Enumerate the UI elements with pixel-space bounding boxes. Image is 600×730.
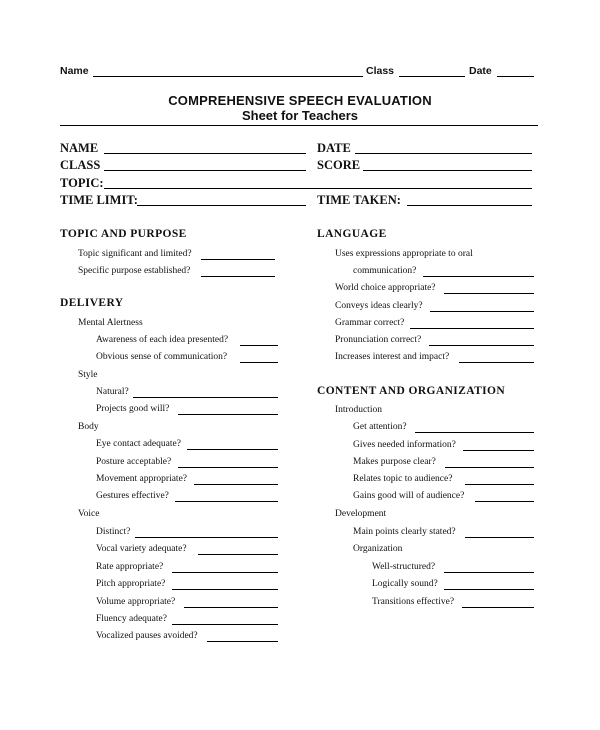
item-gestures: Gestures effective?: [96, 491, 169, 501]
item-specific-purpose-blank[interactable]: [201, 276, 275, 277]
item-vocal-variety-blank[interactable]: [198, 554, 278, 555]
item-vocalized-pauses: Vocalized pauses avoided?: [96, 631, 198, 641]
field-score-label: SCORE: [317, 158, 361, 172]
field-topic-label: TOPIC:: [60, 176, 104, 190]
subhead-organization: Organization: [353, 544, 403, 554]
item-sense-communication-blank[interactable]: [240, 362, 278, 363]
item-awareness: Awareness of each idea presented?: [96, 335, 229, 345]
item-get-attention: Get attention?: [353, 422, 407, 432]
item-purpose-clear-blank[interactable]: [445, 467, 534, 468]
subhead-voice: Voice: [78, 509, 100, 519]
item-well-structured-blank[interactable]: [444, 572, 534, 573]
item-expressions-blank[interactable]: [423, 276, 534, 277]
item-logically-sound: Logically sound?: [372, 579, 438, 589]
field-time-limit-blank[interactable]: [137, 205, 306, 206]
field-class-blank[interactable]: [104, 170, 306, 171]
title-rule: [60, 125, 538, 126]
item-posture: Posture acceptable?: [96, 457, 172, 467]
date-blank[interactable]: [497, 76, 534, 77]
item-projects-good-will: Projects good will?: [96, 404, 170, 414]
field-time-limit-label: TIME LIMIT:: [60, 193, 138, 207]
item-relates-topic: Relates topic to audience?: [353, 474, 453, 484]
item-posture-blank[interactable]: [178, 467, 278, 468]
item-get-attention-blank[interactable]: [415, 432, 534, 433]
item-gestures-blank[interactable]: [175, 501, 278, 502]
item-needed-info: Gives needed information?: [353, 440, 456, 450]
subhead-development: Development: [335, 509, 387, 519]
field-name-blank[interactable]: [104, 153, 306, 154]
item-main-points: Main points clearly stated?: [353, 527, 456, 537]
field-time-taken-label: TIME TAKEN:: [317, 193, 401, 207]
item-vocal-variety: Vocal variety adequate?: [96, 544, 187, 554]
item-pitch-blank[interactable]: [172, 589, 278, 590]
field-class-label: CLASS: [60, 158, 101, 172]
item-eye-contact-blank[interactable]: [187, 449, 278, 450]
field-score-blank[interactable]: [363, 170, 532, 171]
section-language: LANGUAGE: [317, 228, 387, 240]
class-blank[interactable]: [399, 76, 465, 77]
item-movement-blank[interactable]: [194, 484, 278, 485]
item-grammar-blank[interactable]: [410, 328, 534, 329]
item-purpose-clear: Makes purpose clear?: [353, 457, 436, 467]
item-rate: Rate appropriate?: [96, 562, 164, 572]
item-increases-interest: Increases interest and impact?: [335, 352, 450, 362]
item-projects-good-will-blank[interactable]: [178, 414, 278, 415]
item-transitions: Transitions effective?: [372, 597, 455, 607]
item-distinct: Distinct?: [96, 527, 131, 537]
class-label: Class: [366, 65, 395, 77]
item-rate-blank[interactable]: [172, 572, 278, 573]
item-needed-info-blank[interactable]: [463, 450, 534, 451]
item-good-will-blank[interactable]: [475, 501, 534, 502]
field-name-label: NAME: [60, 141, 99, 155]
item-well-structured: Well-structured?: [372, 562, 436, 572]
item-sense-communication: Obvious sense of communication?: [96, 352, 228, 362]
item-natural-blank[interactable]: [133, 397, 278, 398]
item-main-points-blank[interactable]: [465, 537, 534, 538]
section-delivery: DELIVERY: [60, 297, 124, 309]
item-topic-significant-blank[interactable]: [201, 259, 275, 260]
field-date-label: DATE: [317, 141, 351, 155]
item-word-choice-blank[interactable]: [444, 293, 534, 294]
subhead-introduction: Introduction: [335, 405, 382, 415]
item-topic-significant: Topic significant and limited?: [78, 249, 192, 259]
name-label: Name: [60, 65, 89, 77]
item-conveys-ideas: Conveys ideas clearly?: [335, 301, 423, 311]
item-specific-purpose: Specific purpose established?: [78, 266, 191, 276]
item-natural: Natural?: [96, 387, 129, 397]
item-expressions-cont: communication?: [353, 266, 417, 276]
item-eye-contact: Eye contact adequate?: [96, 439, 181, 449]
item-fluency: Fluency adequate?: [96, 614, 167, 624]
item-movement: Movement appropriate?: [96, 474, 188, 484]
item-vocalized-pauses-blank[interactable]: [207, 641, 278, 642]
page-subtitle: Sheet for Teachers: [241, 108, 359, 123]
item-pitch: Pitch appropriate?: [96, 579, 166, 589]
item-conveys-ideas-blank[interactable]: [430, 311, 534, 312]
subhead-body: Body: [78, 422, 99, 432]
field-time-taken-blank[interactable]: [407, 205, 532, 206]
item-pronunciation: Pronunciation correct?: [335, 335, 422, 345]
field-date-blank[interactable]: [355, 153, 532, 154]
item-awareness-blank[interactable]: [240, 345, 278, 346]
item-good-will: Gains good will of audience?: [353, 491, 465, 501]
item-volume: Volume appropriate?: [96, 597, 176, 607]
page-title: COMPREHENSIVE SPEECH EVALUATION: [168, 93, 432, 108]
item-relates-topic-blank[interactable]: [465, 484, 534, 485]
item-logically-sound-blank[interactable]: [444, 589, 534, 590]
section-topic-purpose: TOPIC AND PURPOSE: [60, 228, 187, 240]
item-distinct-blank[interactable]: [135, 537, 278, 538]
name-blank[interactable]: [93, 76, 363, 77]
section-content-organization: CONTENT AND ORGANIZATION: [317, 385, 506, 397]
item-volume-blank[interactable]: [184, 607, 278, 608]
field-topic-blank[interactable]: [104, 188, 532, 189]
subhead-mental-alertness: Mental Alertness: [78, 318, 143, 328]
item-transitions-blank[interactable]: [462, 607, 534, 608]
date-label: Date: [469, 65, 492, 77]
item-pronunciation-blank[interactable]: [429, 345, 534, 346]
subhead-style: Style: [78, 370, 98, 380]
item-expressions: Uses expressions appropriate to oral: [335, 249, 473, 259]
item-fluency-blank[interactable]: [172, 624, 278, 625]
item-grammar: Grammar correct?: [335, 318, 405, 328]
item-increases-interest-blank[interactable]: [459, 362, 534, 363]
item-word-choice: World choice appropriate?: [335, 283, 436, 293]
